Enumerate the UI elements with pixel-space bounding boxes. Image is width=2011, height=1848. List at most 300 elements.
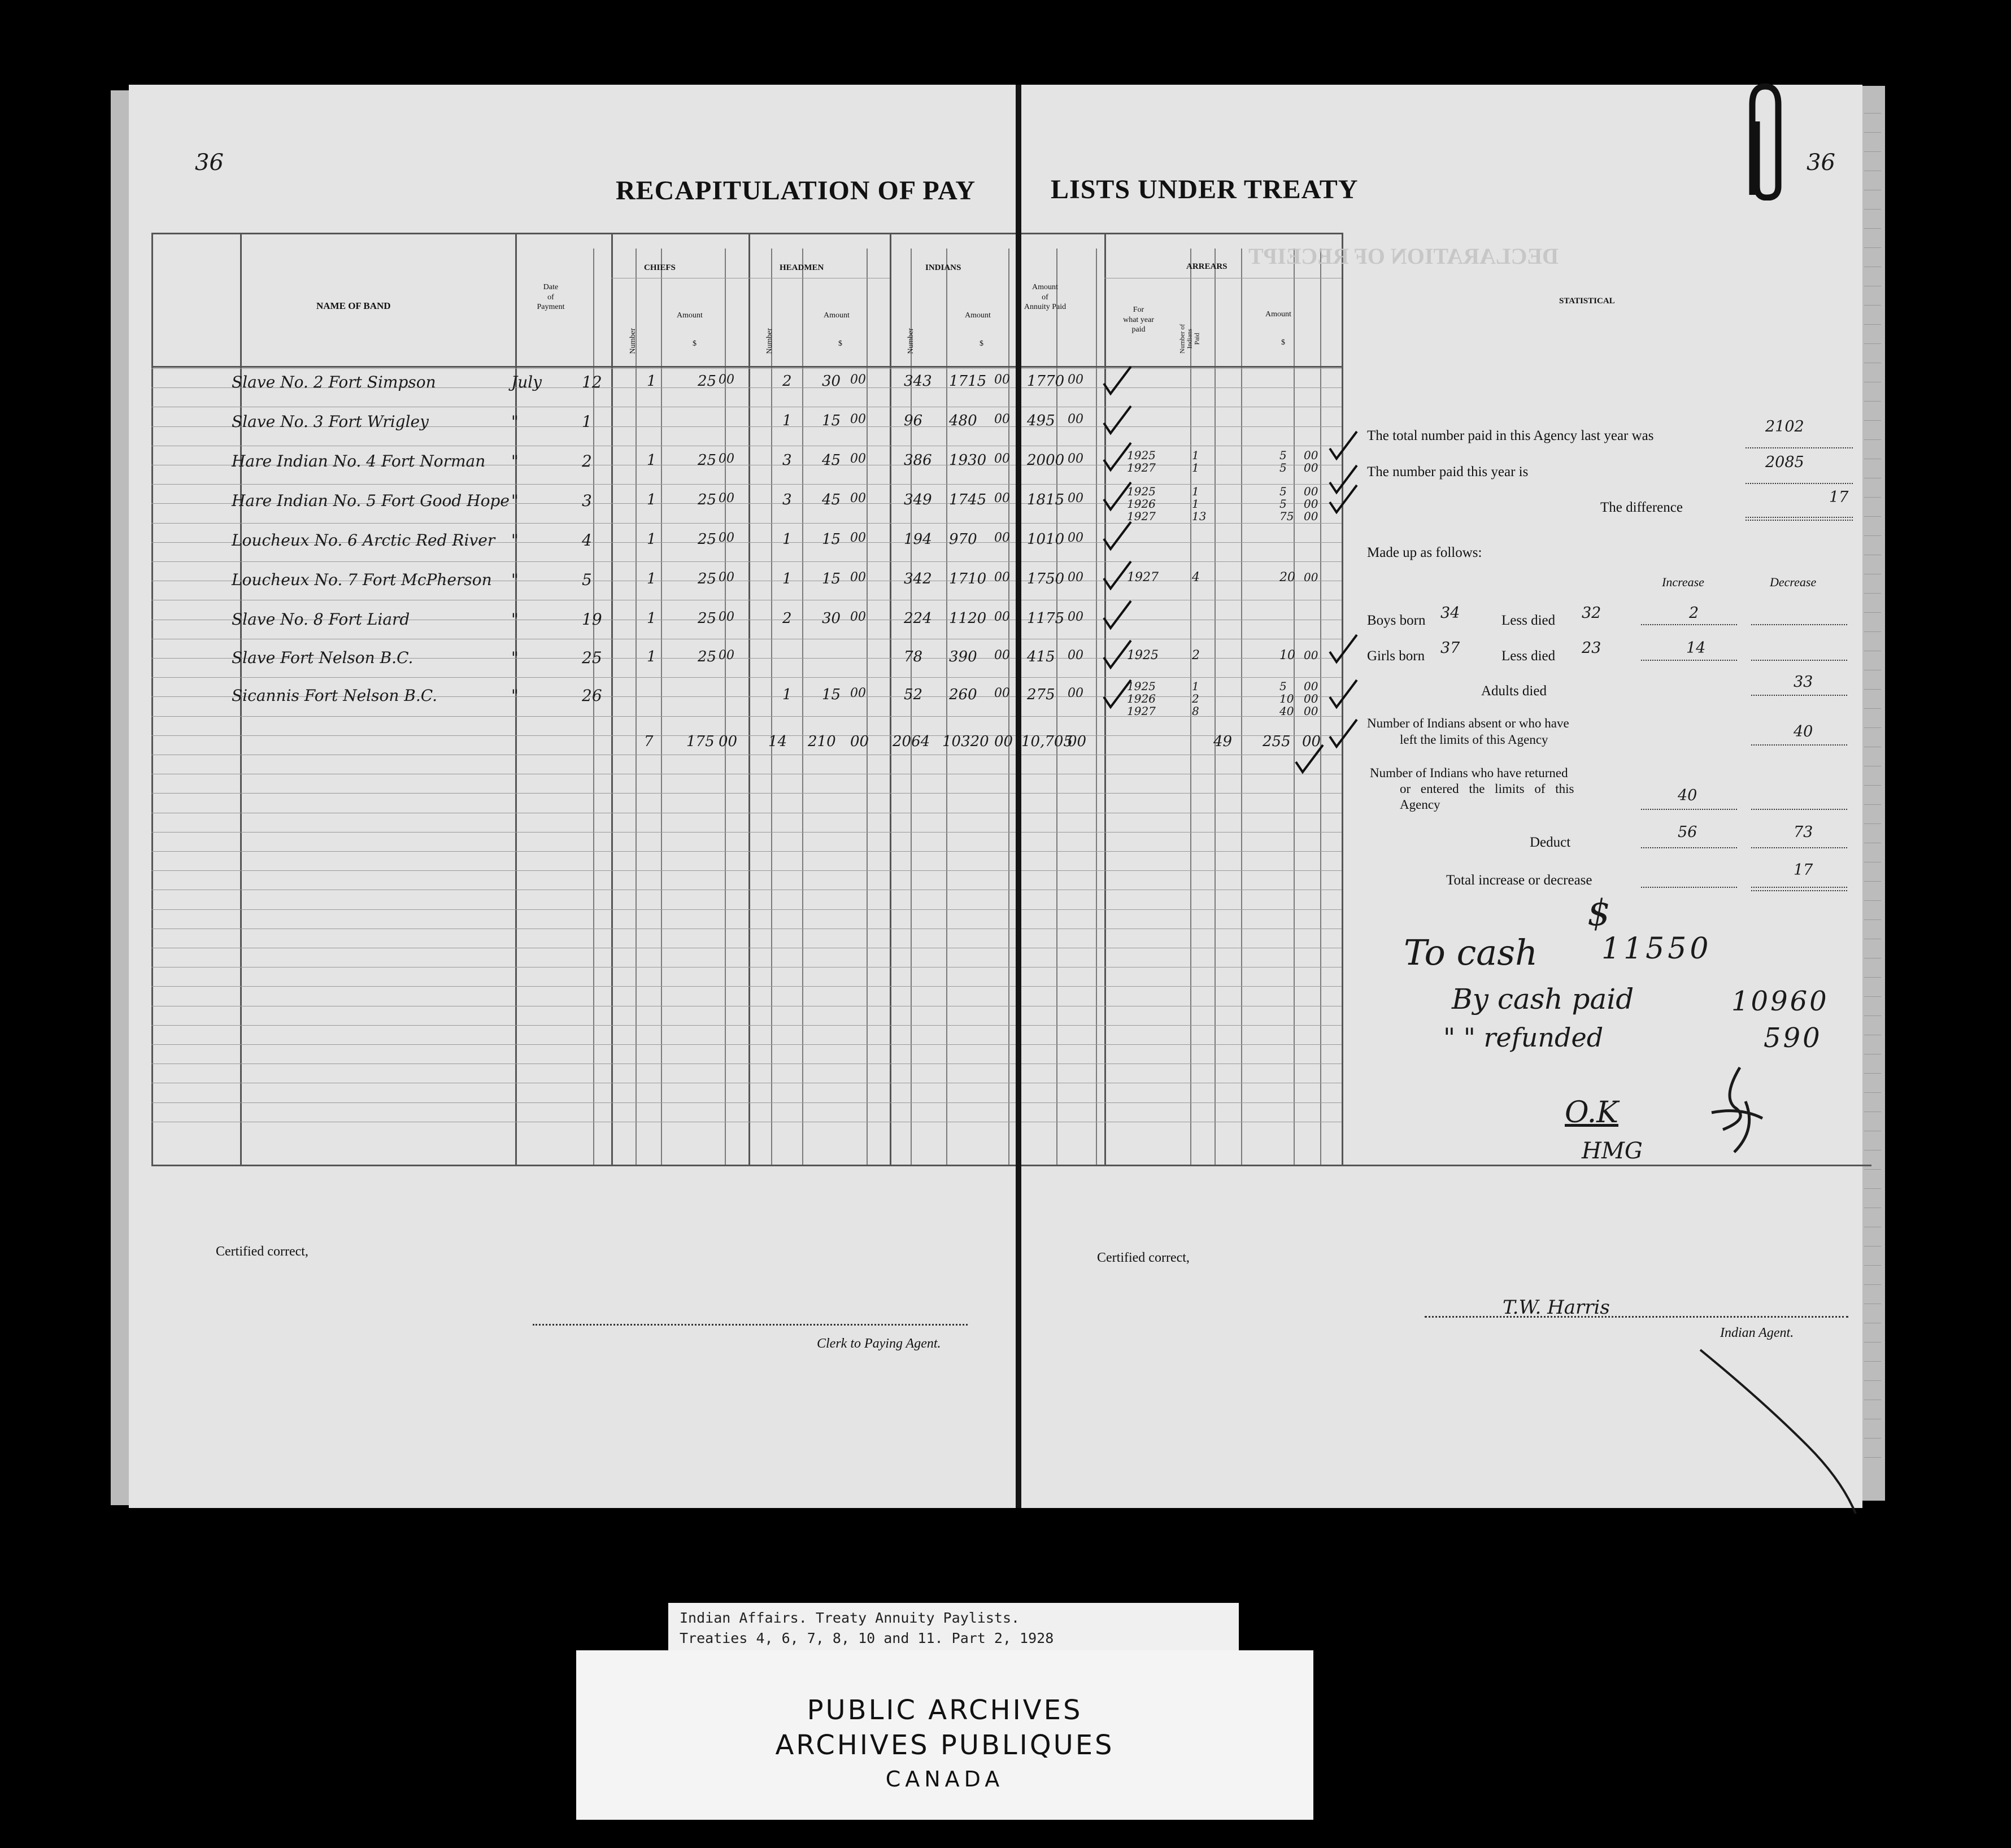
subheader-chiefs-dollar: $ <box>693 339 697 348</box>
row-arrears-amount: 5 <box>1279 679 1287 693</box>
rule-page-edge-tick <box>1864 401 1881 402</box>
subheader-headmen-number: Number <box>765 328 774 354</box>
row-band-name: Sicannis Fort Nelson B.C. <box>232 686 438 705</box>
check-mark-icon <box>1100 559 1134 593</box>
row-chiefs-amount: 25 <box>698 570 717 587</box>
row-annuity-paid: 415 <box>1027 648 1055 665</box>
rule-page-edge-tick <box>1864 1438 1881 1439</box>
total-ar-amt: 255 <box>1263 733 1291 750</box>
stat-adults-died: 33 <box>1794 673 1813 691</box>
row-chiefs-cents: 00 <box>719 531 734 545</box>
note-ok: O.K <box>1565 1096 1618 1130</box>
archive-stamp-country: CANADA <box>885 1767 1004 1792</box>
row-chiefs-number: 1 <box>647 373 656 390</box>
stat-deduct-label: Deduct <box>1530 835 1571 850</box>
row-payment-month: " <box>511 570 519 589</box>
row-payment-day: 19 <box>582 610 602 629</box>
rule-sub-col <box>1215 249 1216 1165</box>
row-arrears-number: 1 <box>1192 448 1199 462</box>
check-mark-icon <box>1100 364 1134 398</box>
note-by-cash-paid-label: By cash paid <box>1452 983 1634 1015</box>
row-headmen-cents: 00 <box>850 491 866 505</box>
row-arrears-number: 2 <box>1192 648 1200 663</box>
stat-this-year-value: 2085 <box>1765 454 1804 471</box>
rule-page-edge-tick <box>1864 900 1881 901</box>
check-mark-icon <box>1100 638 1134 672</box>
row-headmen-cents: 00 <box>850 452 866 466</box>
rule-page-edge-tick <box>1864 535 1881 536</box>
row-headmen-number: 2 <box>782 373 792 390</box>
subheader-chiefs-number: Number <box>629 328 638 354</box>
rule-sub-col <box>802 249 803 1165</box>
stat-made-up-label: Made up as follows: <box>1367 545 1482 560</box>
row-arrears-year: 1927 <box>1127 509 1156 523</box>
row-indians-amount: 1930 <box>949 452 987 469</box>
row-arrears-amount: 40 <box>1279 704 1294 718</box>
stat-returned-label-3: Agency <box>1400 797 1440 812</box>
row-arrears-year: 1927 <box>1127 704 1156 718</box>
row-payment-month: July <box>511 373 542 391</box>
rule-page-edge-tick <box>1864 996 1881 997</box>
row-headmen-number: 3 <box>782 491 792 508</box>
header-arrears: ARREARS <box>1186 262 1228 271</box>
rule-page-edge-tick <box>1864 804 1881 805</box>
stat-underline <box>1641 887 1737 888</box>
row-annuity-paid: 1815 <box>1027 491 1065 508</box>
check-mark-icon <box>1100 404 1134 438</box>
row-arrears-year: 1925 <box>1127 679 1156 693</box>
row-band-name: Slave No. 8 Fort Liard <box>232 610 410 629</box>
row-indians-number: 343 <box>904 373 932 390</box>
row-annuity-paid-cents: 00 <box>1068 610 1083 624</box>
rule-row <box>151 986 1342 987</box>
stat-boys-increase: 2 <box>1689 604 1699 622</box>
paper-clip-icon <box>1740 82 1791 201</box>
note-ok-initials: HMG <box>1582 1138 1643 1164</box>
archive-line-1: Indian Affairs. Treaty Annuity Paylists. <box>680 1610 1020 1626</box>
subheader-indians-dollar: $ <box>980 339 983 348</box>
rule-page-edge-tick <box>1864 1284 1881 1285</box>
row-arrears-year: 1926 <box>1127 692 1156 705</box>
row-indians-cents: 00 <box>994 610 1010 624</box>
row-payment-day: 1 <box>582 412 592 431</box>
row-payment-month: " <box>511 648 519 667</box>
stat-underline <box>1751 695 1847 696</box>
row-annuity-paid: 1010 <box>1027 531 1065 548</box>
row-indians-amount: 480 <box>949 412 977 429</box>
row-indians-cents: 00 <box>994 452 1010 466</box>
stat-difference-label: The difference <box>1600 500 1683 515</box>
rule-page-edge-tick <box>1864 823 1881 824</box>
total-chiefs-c: 00 <box>719 733 738 750</box>
row-arrears-cents: 00 <box>1304 704 1318 718</box>
stat-this-year-label: The number paid this year is <box>1367 464 1529 480</box>
header-amount-paid: Amount of Annuity Paid <box>1024 283 1067 311</box>
rule-page-edge-tick <box>1864 343 1881 344</box>
row-arrears-amount: 5 <box>1279 461 1287 474</box>
stat-underline <box>1751 847 1847 848</box>
row-chiefs-amount: 25 <box>698 610 717 627</box>
row-headmen-cents: 00 <box>850 412 866 426</box>
row-indians-number: 194 <box>904 531 932 548</box>
rule-header-bottom <box>151 366 1342 368</box>
row-arrears-year: 1925 <box>1127 485 1156 498</box>
stat-girls-died: 23 <box>1582 639 1601 657</box>
row-chiefs-amount: 25 <box>698 648 717 665</box>
stat-last-year-label: The total number paid in this Agency last year was <box>1367 428 1654 443</box>
rule-page-edge-tick <box>1864 1092 1881 1093</box>
stat-girls-less-died-label: Less died <box>1501 648 1556 664</box>
row-indians-amount: 1745 <box>949 491 987 508</box>
rule-page-edge-tick <box>1864 1457 1881 1458</box>
total-chiefs-amt: 175 <box>686 733 715 750</box>
total-head-no: 14 <box>768 733 787 750</box>
check-mark-icon <box>1100 441 1134 474</box>
note-refunded-label: " " refunded <box>1443 1022 1604 1053</box>
rule-table-bottom <box>151 1165 1871 1166</box>
rule-header-top <box>151 233 1342 234</box>
total-ar-c: 00 <box>1302 733 1321 750</box>
rule-sub-col <box>635 249 637 1165</box>
rule-page-edge-tick <box>1864 593 1881 594</box>
rule-row <box>151 484 1342 485</box>
stat-underline <box>1641 847 1737 848</box>
rule-page-edge-tick <box>1864 631 1881 632</box>
note-refunded-value: 590 <box>1764 1022 1822 1054</box>
rule-page-edge-tick <box>1864 1380 1881 1381</box>
row-headmen-amount: 30 <box>822 373 841 390</box>
stat-underline <box>1641 660 1737 661</box>
row-arrears-number: 2 <box>1192 692 1199 705</box>
subheader-headmen-dollar: $ <box>838 339 842 348</box>
row-arrears-cents: 00 <box>1304 497 1318 511</box>
row-indians-cents: 00 <box>994 491 1010 505</box>
row-payment-day: 26 <box>582 686 602 705</box>
stat-total-value: 17 <box>1794 861 1813 879</box>
rule-page-edge-tick <box>1864 209 1881 210</box>
row-headmen-number: 1 <box>782 686 792 703</box>
rule-row <box>151 1102 1342 1103</box>
row-headmen-number: 1 <box>782 412 792 429</box>
row-headmen-amount: 15 <box>822 686 841 703</box>
row-payment-month: " <box>511 610 519 629</box>
row-payment-day: 5 <box>582 570 592 589</box>
row-headmen-cents: 00 <box>850 531 866 545</box>
rule-row <box>151 368 1342 369</box>
rule-row <box>151 851 1342 852</box>
row-arrears-number: 1 <box>1192 679 1199 693</box>
row-indians-number: 78 <box>904 648 923 665</box>
rule-page-edge-tick <box>1864 1015 1881 1016</box>
subheader-indians-number: Number <box>907 328 916 354</box>
page-title-left: RECAPITULATION OF PAY <box>616 176 976 206</box>
rule-sub-col <box>1190 249 1191 1165</box>
rule-row <box>151 793 1342 794</box>
certified-right-label: Certified correct, <box>1097 1250 1190 1265</box>
row-arrears-amount: 5 <box>1279 448 1287 462</box>
rule-row <box>151 909 1342 910</box>
row-payment-month: " <box>511 452 519 470</box>
stat-underline <box>1746 520 1853 521</box>
check-mark-icon <box>1326 633 1360 666</box>
certified-left-role: Clerk to Paying Agent. <box>817 1336 941 1351</box>
archive-stamp-english: PUBLIC ARCHIVES <box>807 1694 1083 1726</box>
row-arrears-amount: 10 <box>1279 692 1294 705</box>
stat-underline <box>1751 887 1847 888</box>
stat-total-label: Total increase or decrease <box>1446 873 1592 888</box>
total-paid-c: 00 <box>1068 733 1087 750</box>
row-chiefs-cents: 00 <box>719 610 734 624</box>
subheader-for-what-year: For what year paid <box>1123 306 1154 334</box>
stat-increase-header: Increase <box>1662 575 1704 589</box>
rule-page-edge-tick <box>1864 919 1881 920</box>
row-band-name: Slave No. 2 Fort Simpson <box>232 373 436 391</box>
check-mark-icon <box>1292 743 1326 777</box>
rule-page-edge-tick <box>1864 881 1881 882</box>
row-indians-number: 386 <box>904 452 932 469</box>
row-payment-day: 2 <box>582 452 592 470</box>
stat-underline <box>1751 624 1847 625</box>
row-chiefs-number: 1 <box>647 531 656 548</box>
stat-underline <box>1751 890 1847 891</box>
row-arrears-cents: 00 <box>1304 461 1318 474</box>
rule-row <box>151 1044 1342 1045</box>
rule-page-edge-tick <box>1864 689 1881 690</box>
row-annuity-paid: 1770 <box>1027 373 1065 390</box>
indian-agent-signature: T.W. Harris <box>1503 1296 1610 1319</box>
row-annuity-paid-cents: 00 <box>1068 570 1083 585</box>
total-ind-amt: 10320 <box>942 733 989 750</box>
stat-boys-died: 32 <box>1582 604 1601 622</box>
row-indians-amount: 260 <box>949 686 977 703</box>
stat-underline <box>1751 809 1847 810</box>
bleed-through-heading: DECLARATION OF RECEIPT <box>1248 243 1559 269</box>
row-payment-day: 4 <box>582 531 592 550</box>
row-chiefs-number: 1 <box>647 491 656 508</box>
row-payment-month: " <box>511 491 519 510</box>
rule-page-edge-tick <box>1864 132 1881 133</box>
stat-difference-value: 17 <box>1829 489 1849 506</box>
stat-girls-born: 37 <box>1440 639 1460 657</box>
row-annuity-paid: 275 <box>1027 686 1055 703</box>
row-indians-cents: 00 <box>994 570 1010 585</box>
rule-page-edge-tick <box>1864 324 1881 325</box>
row-annuity-paid-cents: 00 <box>1068 648 1083 663</box>
rule-page-edge-tick <box>1864 516 1881 517</box>
row-arrears-number: 8 <box>1192 704 1199 718</box>
row-chiefs-number: 1 <box>647 570 656 587</box>
rule-page-edge-tick <box>1864 1342 1881 1343</box>
row-chiefs-cents: 00 <box>719 452 734 466</box>
row-annuity-paid: 2000 <box>1027 452 1065 469</box>
rule-page-edge-tick <box>1864 612 1881 613</box>
rule-row <box>151 832 1342 833</box>
subheader-number-of-indians-paid: Number of Indians Paid <box>1178 324 1201 354</box>
stat-returned-label-1: Number of Indians who have returned <box>1370 766 1568 780</box>
stat-adults-died-label: Adults died <box>1481 683 1547 699</box>
header-name-of-band: NAME OF BAND <box>316 300 391 311</box>
row-arrears-cents: 00 <box>1304 570 1318 584</box>
row-annuity-paid: 1750 <box>1027 570 1065 587</box>
stat-deduct-decrease: 73 <box>1794 823 1813 841</box>
row-indians-cents: 00 <box>994 648 1010 663</box>
row-headmen-cents: 00 <box>850 570 866 585</box>
header-headmen: HEADMEN <box>780 263 824 272</box>
row-indians-amount: 390 <box>949 648 977 665</box>
row-arrears-cents: 00 <box>1304 692 1318 705</box>
row-chiefs-amount: 25 <box>698 531 717 548</box>
row-headmen-number: 2 <box>782 610 792 627</box>
total-chiefs-no: 7 <box>644 733 654 750</box>
row-headmen-number: 1 <box>782 570 792 587</box>
certified-left-label: Certified correct, <box>216 1244 308 1259</box>
note-to-cash-value: 11550 <box>1601 932 1712 966</box>
row-chiefs-amount: 25 <box>698 491 717 508</box>
row-arrears-year: 1925 <box>1127 648 1159 663</box>
note-dollar-sign: $ <box>1587 892 1610 934</box>
right-page-edge <box>1862 86 1885 1501</box>
archive-stamp-card <box>576 1650 1313 1820</box>
row-chiefs-number: 1 <box>647 610 656 627</box>
total-head-amt: 210 <box>808 733 836 750</box>
stat-underline <box>1641 809 1737 810</box>
stat-decrease-header: Decrease <box>1770 575 1817 589</box>
stat-underline <box>1751 660 1847 661</box>
row-headmen-amount: 15 <box>822 531 841 548</box>
header-statistical: STATISTICAL <box>1559 297 1615 306</box>
row-annuity-paid-cents: 00 <box>1068 491 1083 505</box>
row-payment-month: " <box>511 412 519 431</box>
rule-row <box>151 523 1342 524</box>
row-arrears-cents: 00 <box>1304 485 1318 498</box>
rule-page-edge-tick <box>1864 708 1881 709</box>
row-headmen-amount: 45 <box>822 452 841 469</box>
total-head-c: 00 <box>850 733 869 750</box>
rule-page-edge-tick <box>1864 305 1881 306</box>
row-arrears-year: 1925 <box>1127 448 1156 462</box>
row-arrears-number: 1 <box>1192 497 1199 511</box>
row-indians-number: 224 <box>904 610 932 627</box>
row-arrears-amount: 20 <box>1279 570 1295 585</box>
rule-row <box>151 561 1342 562</box>
rule-page-edge-tick <box>1864 151 1881 152</box>
subheader-indians-amount: Amount <box>965 311 991 320</box>
stat-boys-born-label: Boys born <box>1367 613 1426 628</box>
rule-row <box>151 677 1342 678</box>
stat-absent-label-2: left the limits of this Agency <box>1400 733 1548 747</box>
rule-page-edge-tick <box>1864 1361 1881 1362</box>
stat-boys-born: 34 <box>1440 604 1460 622</box>
rule-page-edge-tick <box>1864 1073 1881 1074</box>
row-indians-amount: 970 <box>949 531 977 548</box>
check-mark-icon <box>1100 599 1134 633</box>
rule-page-edge-tick <box>1864 420 1881 421</box>
rule-page-edge-tick <box>1864 1169 1881 1170</box>
rule-sub-col <box>867 249 868 1165</box>
check-mark-icon <box>1100 678 1134 712</box>
archive-stamp-french: ARCHIVES PUBLIQUES <box>775 1729 1115 1761</box>
right-page <box>1018 85 1862 1508</box>
row-annuity-paid-cents: 00 <box>1068 686 1083 700</box>
row-arrears-year: 1926 <box>1127 497 1156 511</box>
note-to-cash-label: To cash <box>1404 932 1538 973</box>
row-payment-month: " <box>511 686 519 705</box>
row-annuity-paid: 1175 <box>1027 610 1065 627</box>
rule-page-edge-tick <box>1864 727 1881 728</box>
row-band-name: Loucheux No. 7 Fort McPherson <box>232 570 492 589</box>
row-arrears-cents: 00 <box>1304 648 1318 662</box>
subheader-arrears-dollar: $ <box>1281 338 1285 347</box>
row-band-name: Hare Indian No. 4 Fort Norman <box>232 452 486 470</box>
rule-row <box>151 870 1342 871</box>
stat-returned-value: 40 <box>1678 787 1697 804</box>
stat-underline <box>1751 744 1847 746</box>
total-paid: 10,705 <box>1021 733 1073 750</box>
rule-sub-col <box>946 249 947 1165</box>
rule-page-edge-tick <box>1864 1188 1881 1189</box>
row-annuity-paid-cents: 00 <box>1068 412 1083 426</box>
row-headmen-cents: 00 <box>850 610 866 624</box>
row-headmen-amount: 45 <box>822 491 841 508</box>
rule-sub-col <box>1096 249 1097 1165</box>
left-page-edge <box>111 90 130 1505</box>
row-indians-number: 52 <box>904 686 923 703</box>
check-mark-icon <box>1326 483 1360 517</box>
row-headmen-cents: 00 <box>850 686 866 700</box>
clerk-signature-line <box>533 1324 968 1326</box>
rule-row <box>151 716 1342 717</box>
row-chiefs-cents: 00 <box>719 648 734 663</box>
total-ind-no: 2064 <box>893 733 930 750</box>
row-chiefs-cents: 00 <box>719 373 734 387</box>
row-arrears-cents: 00 <box>1304 448 1318 462</box>
rule-row <box>151 1025 1342 1026</box>
row-arrears-amount: 5 <box>1279 497 1287 511</box>
note-by-cash-paid-value: 10960 <box>1731 986 1829 1017</box>
certified-right-role: Indian Agent. <box>1720 1326 1794 1340</box>
subheader-headmen-amount: Amount <box>824 311 850 320</box>
row-annuity-paid-cents: 00 <box>1068 531 1083 545</box>
check-mark-icon <box>1100 520 1134 553</box>
total-ar-no: 49 <box>1213 733 1233 750</box>
subheader-arrears-amount: Amount <box>1265 310 1291 319</box>
row-arrears-number: 1 <box>1192 485 1199 498</box>
row-arrears-cents: 00 <box>1304 509 1318 523</box>
stat-underline <box>1746 517 1853 518</box>
stat-absent-label-1: Number of Indians absent or who have <box>1367 716 1569 730</box>
row-payment-month: " <box>511 531 519 550</box>
stat-returned-label-2: or entered the limits of this <box>1400 782 1574 796</box>
check-mark-icon <box>1326 717 1360 751</box>
stat-underline <box>1746 447 1853 448</box>
check-mark-icon <box>1326 678 1360 712</box>
row-indians-number: 96 <box>904 412 923 429</box>
archive-line-2: Treaties 4, 6, 7, 8, 10 and 11. Part 2, 1928 <box>680 1630 1054 1646</box>
rule-sub-col <box>661 249 662 1165</box>
rule-page-edge-tick <box>1864 497 1881 498</box>
rule-page-edge-tick <box>1864 1265 1881 1266</box>
stat-boys-less-died-label: Less died <box>1501 613 1556 628</box>
row-headmen-amount: 15 <box>822 570 841 587</box>
row-chiefs-number: 1 <box>647 452 656 469</box>
row-indians-cents: 00 <box>994 412 1010 426</box>
stat-underline <box>1641 624 1737 625</box>
stat-underline <box>1746 483 1853 484</box>
row-arrears-cents: 00 <box>1304 679 1318 693</box>
row-headmen-amount: 15 <box>822 412 841 429</box>
row-indians-amount: 1120 <box>949 610 987 627</box>
right-page-number: 36 <box>1807 150 1835 176</box>
